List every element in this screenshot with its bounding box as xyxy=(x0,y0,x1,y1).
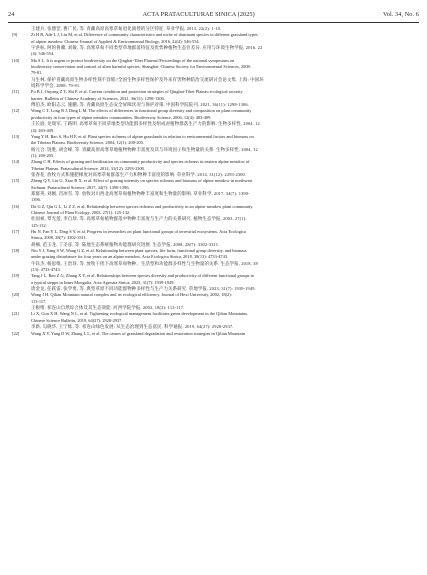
reference-line-english: 79-81. xyxy=(31,70,43,76)
reference-line-chinese: 胡楠, 范玉龙, 丁圣彦, 等. 陆地生态系统植物功能群研究进展. 生态学报, 2008, 28(7): 3302-3311. xyxy=(31,241,220,247)
running-header xyxy=(8,11,419,18)
reference-line-english: Tibetan Plateau. Pratacultural Science, 2014, 31(12): 2293-2300. xyxy=(31,165,145,171)
reference-entry xyxy=(12,229,413,248)
reference-number: [22] xyxy=(12,330,20,336)
reference-line-chinese: 傅伯杰, 欧阳志云, 施鹏, 等. 青藏高原生态安全屏障状况与保护对策. 中国科学院院刊, 2021, 36(11): 1298-1306. xyxy=(31,102,249,108)
reference-line-chinese: 郑群英, 刘刚, 肖冰雪, 等. 放牧对川西北高寒草甸植物物种丰富度和生物量的影响. 草业科学, 2017, 34(7): 1390- xyxy=(31,190,250,196)
reference-line-english: Zi H B, Ade L J, Liu M, et al. Difference of community characteristics and niche of dominant species in different grassland types xyxy=(31,32,258,38)
reference-number: [16] xyxy=(12,203,20,209)
reference-entry xyxy=(12,108,413,133)
reference-entry xyxy=(12,32,413,57)
reference-line-chinese: 张春花. 放牧方式和施肥梯度对高寒草甸群落生产力和物种丰富度的影响. 草业科学, 2014, 31(12): 2293-2300. xyxy=(31,171,247,177)
reference-line-english: Niu Y J, Yang S W, Wang G Z, et al. Relationship between plant species, life form, functional group diversity, and biomass xyxy=(31,248,247,254)
reference-line-english: Du G Z, Qin G L, Li Z Z, et al. Relationship between species richness and productivity in an alpine meadow plant community. xyxy=(31,203,254,209)
reference-list xyxy=(12,26,413,337)
volume-info: Vol. 34, No. 6 xyxy=(382,11,419,18)
reference-line-english: productivity in four types of alpine meadow communities. Biodiversity Science, 2004, 12(4): 403-409. xyxy=(31,114,212,120)
reference-entry xyxy=(12,292,413,311)
reference-number: [10] xyxy=(12,57,20,63)
reference-line-chinese: 王长庭, 龙瑞军, 丁路明. 高寒草甸不同草地类型功能群多样性及组成对植物群落生产力的影响. 生物多样性, 2004, 12 xyxy=(31,121,260,127)
reference-line-english: Fu B J, Ouyang Z Y, Shi P, et al. Current condition and protection strategies of Qinghai-Tibet Plateau ecological security xyxy=(31,89,243,95)
reference-line-english: Chinese Science Bulletin, 2019, 64(27): 2928-2937. xyxy=(31,317,123,323)
reference-line-english: of alpine meadow. Chinese Journal of Applied & Environmental Biology, 2016, 22(4): 546-554. xyxy=(31,38,200,44)
reference-line-english: Sinica, 2008, 28(7): 3302-3311. xyxy=(31,235,87,241)
reference-line-english: 1396. xyxy=(31,197,41,203)
reference-entry xyxy=(12,58,413,90)
reference-line-chinese: 马生林. 保护青藏高原生物多样性刻不容缓//全国生物多样性保护及外来有害物种防治交流研讨会论文集. 上海: 中国环 xyxy=(31,76,264,82)
reference-number: [21] xyxy=(12,311,20,317)
reference-number: [11] xyxy=(12,89,20,95)
reference-line-chinese: 境科学学会, 2008: 79-81. xyxy=(31,83,81,89)
reference-number: [15] xyxy=(12,178,20,184)
reference-line-english: (4): 403-409. xyxy=(31,127,55,133)
reference-line-chinese: 字洪标, 阿的鲁骥, 刘敏, 等. 高寒草甸不同类型草地群落特征及优势种植物生态位差异. 应用与环境生物学报, 2016, 22 xyxy=(31,45,263,51)
journal-title: ACTA PRATACULTURAE SINICA (2025) xyxy=(142,11,255,18)
reference-line-english: biodiversity conservation and control of alien harmful species. Shanghai: Chinese Society for Environmental Sciences, 2008: xyxy=(31,64,251,70)
reference-line-chinese: 牛钰杰, 杨思维, 王贵珍, 等. 放牧干扰下高寒草甸物种、生活型和功能群多样性与生物量的关系. 生态学报, 2018, 38 xyxy=(31,260,258,266)
reference-line-english: 125-132. xyxy=(31,222,47,228)
reference-line-english: Hu N, Fan Y L, Ding S Y, et al. Progress in researches on plant functional groups of terrestrial ecosystems. Acta Ecologica xyxy=(31,229,247,234)
reference-number: [19] xyxy=(12,273,20,279)
reference-entry xyxy=(12,204,413,229)
page-number: 24 xyxy=(8,11,15,18)
reference-line-english: Wang X Y, Yang D W, Zhang L L, et al. The causes of grassland degradation and restoration strategies in Qilian Mountain xyxy=(31,330,246,336)
reference-line-english: Wang J H. Qilian Mountain natural complex and its ecological efficiency. Journal of Hexi University, 2002, 18(2): xyxy=(31,292,232,298)
reference-line-chinese: 王建兵, 张德罡, 曹广民, 等. 青藏高原高寒草甸退化演替的分区特征. 草业学报, 2013, 22(2): 1-10. xyxy=(31,26,222,31)
reference-line-english: (1): 200-205. xyxy=(31,152,55,158)
reference-number: [9] xyxy=(12,32,18,38)
reference-entry xyxy=(12,159,413,178)
reference-line-chinese: 王根绪. 祁连山自然综合体及其生态效能. 河西学院学报, 2002, 18(2): 113-117. xyxy=(31,305,185,311)
reference-line-english: (4): 546-554. xyxy=(31,51,55,57)
reference-line-english: 113-117. xyxy=(31,298,47,304)
reference-number: [13] xyxy=(12,133,20,139)
reference-line-english: Ma S L. It is urgent to protect biodiversity on the Qinghai-Tibet Plateau//Proceedings of the national symposium on xyxy=(31,57,235,63)
reference-line-english: barrier. Bulletin of Chinese Academy of Sciences, 2021, 36(11): 1298-1306. xyxy=(31,95,165,101)
reference-entry xyxy=(12,311,413,330)
reference-line-english: under grazing disturbance for four years on an alpine meadow. Acta Ecologica Sinica, 2018, 38(13): 4733-4743. xyxy=(31,254,229,260)
reference-entry xyxy=(12,248,413,273)
reference-line-english: Chinese Journal of Plant Ecology, 2003, 27(1): 125-132. xyxy=(31,209,131,215)
reference-line-english: Sichuan. Pratacultural Science, 2017, 34(7): 1390-1396. xyxy=(31,184,130,190)
reference-line-english: (13): 4733-4743. xyxy=(31,267,61,273)
reference-line-english: Zheng Q Y, Liu G, Xiao B X, et al. Effect of grazing intensity on species richness and biomass of alpine meadow in northwest xyxy=(31,178,253,184)
reference-number: [17] xyxy=(12,229,20,234)
reference-line-chinese: 唐金龙, 任跃雷, 张学勇, 等. 典型草原不同功能群物种多样性与生产力关系研究. 草地学报, 2023, 31(7): 1939-1949. xyxy=(31,286,256,292)
reference-number: [18] xyxy=(12,248,20,254)
reference-line-english: the Tibetan Plateau. Biodiversity Science, 2004, 12(1): 200-205. xyxy=(31,140,145,146)
reference-entry xyxy=(12,89,413,108)
reference-line-english: Yang Y H, Rao S, Hu H F, et al. Plant species richness of alpine grasslands in relation to environmental factors and biomass on xyxy=(31,133,254,139)
reference-number: [20] xyxy=(12,292,20,298)
reference-entry xyxy=(12,273,413,292)
reference-line-english: Zhang C H. Effects of grazing and fertilization on community productivity and species richness in eastern alpine meadow of xyxy=(31,159,250,165)
reference-line-english: Wang C T, Long R J, Ding L M. The effects of differences in functional group diversity and composition on plant community xyxy=(31,108,252,114)
reference-line-english: a typical steppe in Inner Mongolia. Acta Agrestia Sinica, 2023, 31(7): 1939-1949. xyxy=(31,279,175,285)
reference-number: [14] xyxy=(12,159,20,165)
reference-entry xyxy=(12,134,413,159)
reference-number: [12] xyxy=(12,108,20,114)
reference-line-chinese: 李新, 勾晓华, 王宁练, 等. 祁连山绿色发展: 从生态治理到生态富民. 科学通报, 2019, 64(27): 2928-2937. xyxy=(31,324,234,330)
reference-entry xyxy=(12,331,413,337)
reference-line-english: Tang J L, Ren Z G, Zhang X Y, et al. Relationships between species diversity and productivity of different functional groups in xyxy=(31,273,254,279)
reference-line-chinese: 杨元合, 饶胜, 胡会峰, 等. 青藏高原高寒草地植物物种丰富度及其与环境因子和生物量的关系. 生物多样性, 2004, 12 xyxy=(31,146,258,152)
header-divider xyxy=(8,22,419,23)
reference-entry xyxy=(12,178,413,203)
reference-line-chinese: 杜国祯, 覃光莲, 李自珍, 等. 高寒草甸植物群落中物种丰富度与生产力的关系研究. 植物生态学报, 2003, 27(1): xyxy=(31,216,247,222)
reference-line-english: Li X, Gou X H, Wang N L, et al. Tightening ecological management facilitates green development in the Qilian Mountains. xyxy=(31,311,249,317)
